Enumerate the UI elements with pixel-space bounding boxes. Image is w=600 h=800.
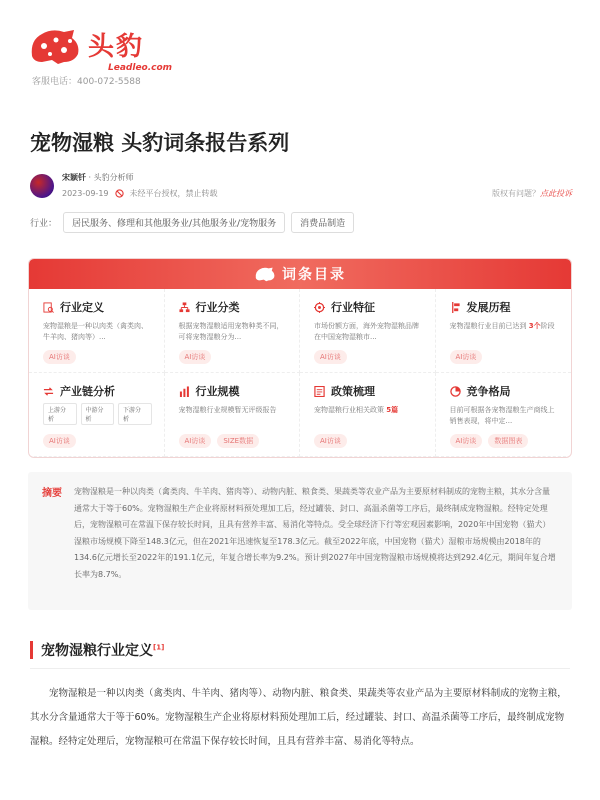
author-name[interactable]: 宋颖钎 [62, 173, 86, 182]
leopard-logo-icon [254, 266, 276, 282]
size-data-badge[interactable]: SIZE数据 [217, 434, 259, 448]
search-doc-icon [43, 302, 54, 313]
catalog-item-label: 行业分类 [195, 301, 240, 314]
author-role: · 头豹分析师 [86, 173, 134, 182]
feature-icon [314, 302, 325, 313]
section-title-wrap [41, 640, 164, 660]
catalog-item-features[interactable] [300, 289, 436, 373]
catalog-item-scale[interactable] [165, 373, 301, 457]
ai-interview-badge[interactable]: AI访谈 [179, 434, 212, 448]
catalog-item-heading [43, 383, 152, 399]
ai-interview-badge[interactable]: AI访谈 [43, 350, 76, 364]
complaint-link[interactable]: 点此投诉 [540, 189, 572, 198]
brand-name: 头豹 [88, 32, 145, 62]
catalog-item-label: 竞争格局 [466, 385, 511, 398]
catalog-item-heading [314, 299, 423, 315]
catalog-item-desc: 宠物湿粮是一种以肉类（禽类肉、牛羊肉、猪肉等）... [43, 322, 148, 341]
avatar[interactable] [30, 174, 54, 198]
catalog-item-label: 发展历程 [466, 301, 511, 314]
ai-interview-badge[interactable]: AI访谈 [179, 350, 212, 364]
industry-label: 行业： [30, 219, 58, 229]
catalog-item-heading [179, 383, 288, 399]
rights-line [492, 188, 572, 199]
footnote-ref[interactable]: [1] [153, 643, 165, 652]
brand-url: Leadleo.com [108, 63, 173, 73]
no-repost-icon [115, 189, 124, 198]
catalog-item-label: 行业规模 [195, 385, 240, 398]
upstream-chip[interactable]: 上游分析 [43, 403, 77, 425]
catalog-item-label: 行业特征 [331, 301, 375, 314]
catalog-item-chain[interactable] [29, 373, 165, 457]
midstream-chip[interactable]: 中游分析 [81, 403, 115, 425]
catalog-item-label: 产业链分析 [60, 385, 115, 398]
chain-chips [43, 403, 152, 425]
divider [30, 668, 570, 669]
section-body: 宠物湿粮是一种以肉类（禽类肉、牛羊肉、猪肉等）、动物内脏、粮食类、果蔬类等农业产品为主要原材料制成的宠物主粮，其水分含量通常大于等于60%。宠物湿粮生产企业将原材料预处理加工后，经过罐装、封口、高温杀菌等工序后，最终制成宠物湿粮。经特定处理后，宠物湿粮可在常温下保存较长时间，且具有营养丰富、易消化等特点。 [30, 688, 567, 747]
catalog-title: 词条目录 [282, 267, 346, 283]
industry-tag[interactable]: 居民服务、修理和其他服务业/其他服务业/宠物服务 [63, 212, 285, 233]
catalog-item-label: 行业定义 [60, 301, 104, 314]
ai-interview-badge[interactable]: AI访谈 [450, 434, 483, 448]
brand-logo[interactable] [28, 18, 198, 73]
ai-interview-badge[interactable]: AI访谈 [314, 434, 347, 448]
ai-interview-badge[interactable]: AI访谈 [43, 434, 76, 448]
pie-icon [450, 386, 461, 397]
catalog-item-desc [314, 405, 423, 416]
policy-icon [314, 386, 325, 397]
timeline-icon [450, 302, 461, 313]
catalog-item-heading [314, 383, 423, 399]
publish-date: 2023-09-19 [62, 189, 109, 198]
catalog-panel [28, 258, 572, 458]
catalog-item-desc: 根据宠物湿粮适用宠物种类不同，可将宠物湿粮分为... [178, 322, 284, 341]
catalog-item-desc [450, 321, 560, 332]
history-desc-suffix: 阶段 [540, 322, 555, 330]
catalog-item-desc: 目前可根据各宠物湿粮生产商线上销售表现，将中定... [449, 406, 555, 425]
catalog-item-history[interactable] [436, 289, 572, 373]
section-accent-bar [30, 641, 33, 659]
policy-desc-text: 宠物湿粮行业相关政策 [314, 406, 387, 414]
industry-tags [30, 212, 354, 233]
catalog-header [29, 259, 571, 289]
ai-interview-badge[interactable]: AI访谈 [314, 350, 347, 364]
page-title: 宠物湿粮 头豹词条报告系列 [30, 131, 290, 155]
ai-interview-badge[interactable]: AI访谈 [450, 350, 483, 364]
chain-icon [43, 386, 54, 397]
policy-count: 5篇 [386, 406, 399, 414]
catalog-item-policy[interactable] [300, 373, 436, 457]
stage-count: 3个 [528, 322, 541, 330]
section-heading [30, 640, 164, 660]
data-chart-badge[interactable]: 数据图表 [488, 434, 528, 448]
abstract-text: 宠物湿粮是一种以肉类（禽类肉、牛羊肉、猪肉等）、动物内脏、粮食类、果蔬类等农业产品为主要原材料制成的宠物主粮，其水分含量通常大于等于60%。宠物湿粮生产企业将原材料预处理加工后，经过罐装、封口、高温杀菌等工序后，最终制成宠物湿粮。经特定处理后，宠物湿粮可在常温下保存较长时间，且具有营养丰富、易消化等特点。受全球经济下行等宏观因素影响，2020年中国宠物（猫犬）湿粮市场规模下降至148.3亿元，但在2021年迅速恢复至178.3亿元。截至2022年底，中国宠物（猫犬）湿粮市场规模由2018年的134.6亿元增长至2022年的191.1亿元，年复合增长率为9.2%。预计到2027年中国宠物湿粮市场规模将达到292.4亿元，期间年复合增长率为8.7%。 [74, 487, 556, 579]
downstream-chip[interactable]: 下游分析 [118, 403, 152, 425]
catalog-item-classification[interactable] [165, 289, 301, 373]
abstract-box [28, 472, 572, 610]
catalog-item-heading [450, 383, 560, 399]
rights-question: 版权有问题？ [492, 189, 540, 198]
catalog-item-heading [43, 299, 152, 315]
catalog-item-heading [450, 299, 560, 315]
service-phone: 客服电话：400-072-5588 [32, 77, 141, 87]
catalog-item-definition[interactable] [29, 289, 165, 373]
catalog-item-desc: 宠物湿粮行业规模暂无评级报告 [178, 406, 277, 414]
bar-chart-icon [179, 386, 190, 397]
abstract-label: 摘要 [42, 488, 62, 499]
date-line [62, 188, 218, 199]
catalog-grid [29, 289, 571, 457]
catalog-item-heading [179, 299, 288, 315]
history-desc-text: 宠物湿粮行业目前已达到 [449, 322, 529, 330]
catalog-item-label: 政策梳理 [331, 385, 375, 398]
section-title: 宠物湿粮行业定义 [41, 643, 153, 659]
leopard-logo-icon [28, 26, 82, 66]
repost-notice: 未经平台授权，禁止转载 [129, 189, 218, 198]
catalog-item-competition[interactable] [436, 373, 572, 457]
author-line [62, 172, 134, 183]
hierarchy-icon [179, 302, 190, 313]
industry-tag[interactable]: 消费品制造 [291, 212, 354, 233]
catalog-item-desc: 市场份额方面，海外宠物湿粮品牌在中国宠物湿粮市... [314, 322, 419, 341]
